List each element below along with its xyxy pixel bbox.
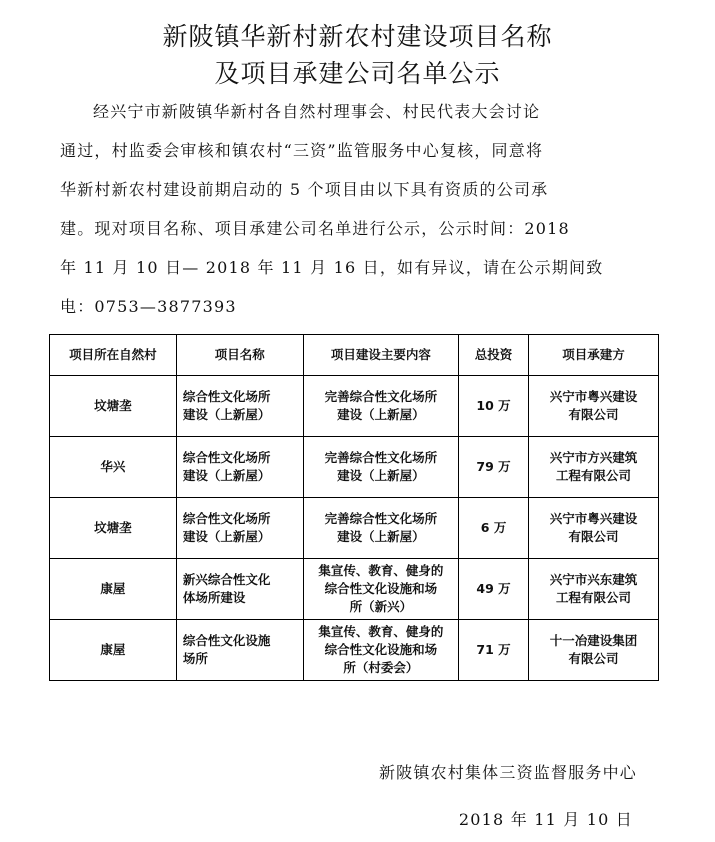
body-line: 年 11 月 10 日— 2018 年 11 月 16 日，如有异议，请在公示期间致 — [60, 258, 604, 277]
body-line: 经兴宁市新陂镇华新村各自然村理事会、村民代表大会讨论 — [93, 102, 541, 121]
document-title-line-1: 新陂镇华新村新农村建设项目名称 — [162, 22, 553, 51]
cell-line: 兴宁市粤兴建设 — [549, 511, 638, 526]
cell-line: 建设（上新屋） — [182, 529, 271, 544]
cell-project-name — [176, 620, 303, 681]
cell-line: 建设（上新屋） — [337, 529, 425, 544]
table-row — [50, 498, 659, 559]
header-project-name: 项目名称 — [176, 335, 303, 376]
header-contractor: 项目承建方 — [529, 335, 659, 376]
body-line: 电：0753—3877393 — [60, 297, 237, 316]
cell-line: 有限公司 — [568, 651, 619, 666]
cell-main-content — [303, 498, 458, 559]
cell-contractor — [529, 498, 659, 559]
cell-contractor — [529, 376, 659, 437]
cell-main-content — [303, 559, 458, 620]
cell-line: 建设（上新屋） — [182, 407, 271, 422]
cell-investment: 6 万 — [459, 498, 529, 559]
cell-village: 坟塘垄 — [50, 376, 177, 437]
cell-contractor — [529, 620, 659, 681]
cell-project-name — [176, 376, 303, 437]
cell-line: 建设（上新屋） — [337, 468, 425, 483]
cell-line: 建设（上新屋） — [182, 468, 271, 483]
cell-project-name — [176, 437, 303, 498]
cell-line: 工程有限公司 — [556, 590, 632, 605]
table-header-row — [50, 335, 659, 376]
body-line: 建。现对项目名称、项目承建公司名单进行公示，公示时间：2018 — [60, 219, 570, 238]
cell-village: 华兴 — [50, 437, 177, 498]
cell-line: 完善综合性文化场所 — [324, 511, 438, 526]
cell-line: 新兴综合性文化 — [182, 572, 271, 587]
cell-line: 有限公司 — [568, 407, 619, 422]
cell-line: 所（新兴） — [349, 599, 413, 614]
cell-line: 综合性文化场所 — [182, 511, 271, 526]
cell-investment: 49 万 — [459, 559, 529, 620]
document-title-line-2: 及项目承建公司名单公示 — [214, 59, 501, 88]
cell-village: 康屋 — [50, 620, 177, 681]
cell-contractor — [529, 559, 659, 620]
header-investment: 总投资 — [459, 335, 529, 376]
table-row — [50, 376, 659, 437]
cell-investment: 71 万 — [459, 620, 529, 681]
cell-line: 综合性文化设施和场 — [324, 642, 438, 657]
cell-line: 工程有限公司 — [556, 468, 632, 483]
announcement-body — [60, 92, 660, 326]
cell-investment: 79 万 — [459, 437, 529, 498]
cell-line: 集宣传、教育、健身的 — [318, 624, 444, 639]
cell-line: 完善综合性文化场所 — [324, 450, 438, 465]
cell-line: 建设（上新屋） — [337, 407, 425, 422]
cell-line: 集宣传、教育、健身的 — [318, 563, 444, 578]
cell-line: 有限公司 — [568, 529, 619, 544]
cell-line: 完善综合性文化场所 — [324, 389, 438, 404]
cell-contractor — [529, 437, 659, 498]
cell-line: 场所 — [182, 651, 208, 666]
cell-line: 兴宁市兴东建筑 — [549, 572, 638, 587]
signature-date: 2018 年 11 月 10 日 — [458, 810, 633, 829]
cell-project-name — [176, 559, 303, 620]
cell-investment: 10 万 — [459, 376, 529, 437]
cell-main-content — [303, 620, 458, 681]
cell-line: 综合性文化设施 — [182, 633, 271, 648]
cell-project-name — [176, 498, 303, 559]
body-line: 通过，村监委会审核和镇农村“三资”监管服务中心复核，同意将 — [60, 141, 544, 160]
cell-village: 坟塘垄 — [50, 498, 177, 559]
table-row — [50, 437, 659, 498]
cell-village: 康屋 — [50, 559, 177, 620]
cell-line: 综合性文化场所 — [182, 450, 271, 465]
project-table — [49, 334, 659, 681]
cell-line: 兴宁市粤兴建设 — [549, 389, 638, 404]
header-village: 项目所在自然村 — [50, 335, 177, 376]
cell-line: 兴宁市方兴建筑 — [549, 450, 638, 465]
cell-line: 十一冶建设集团 — [549, 633, 638, 648]
header-main-content: 项目建设主要内容 — [303, 335, 458, 376]
cell-line: 体场所建设 — [182, 590, 246, 605]
table-row — [50, 620, 659, 681]
cell-main-content — [303, 437, 458, 498]
cell-main-content — [303, 376, 458, 437]
body-line: 华新村新农村建设前期启动的 5 个项目由以下具有资质的公司承 — [60, 180, 549, 199]
table-row — [50, 559, 659, 620]
cell-line: 综合性文化设施和场 — [324, 581, 438, 596]
signature-organization: 新陂镇农村集体三资监督服务中心 — [378, 763, 637, 782]
cell-line: 所（村委会） — [343, 660, 419, 675]
cell-line: 综合性文化场所 — [182, 389, 271, 404]
